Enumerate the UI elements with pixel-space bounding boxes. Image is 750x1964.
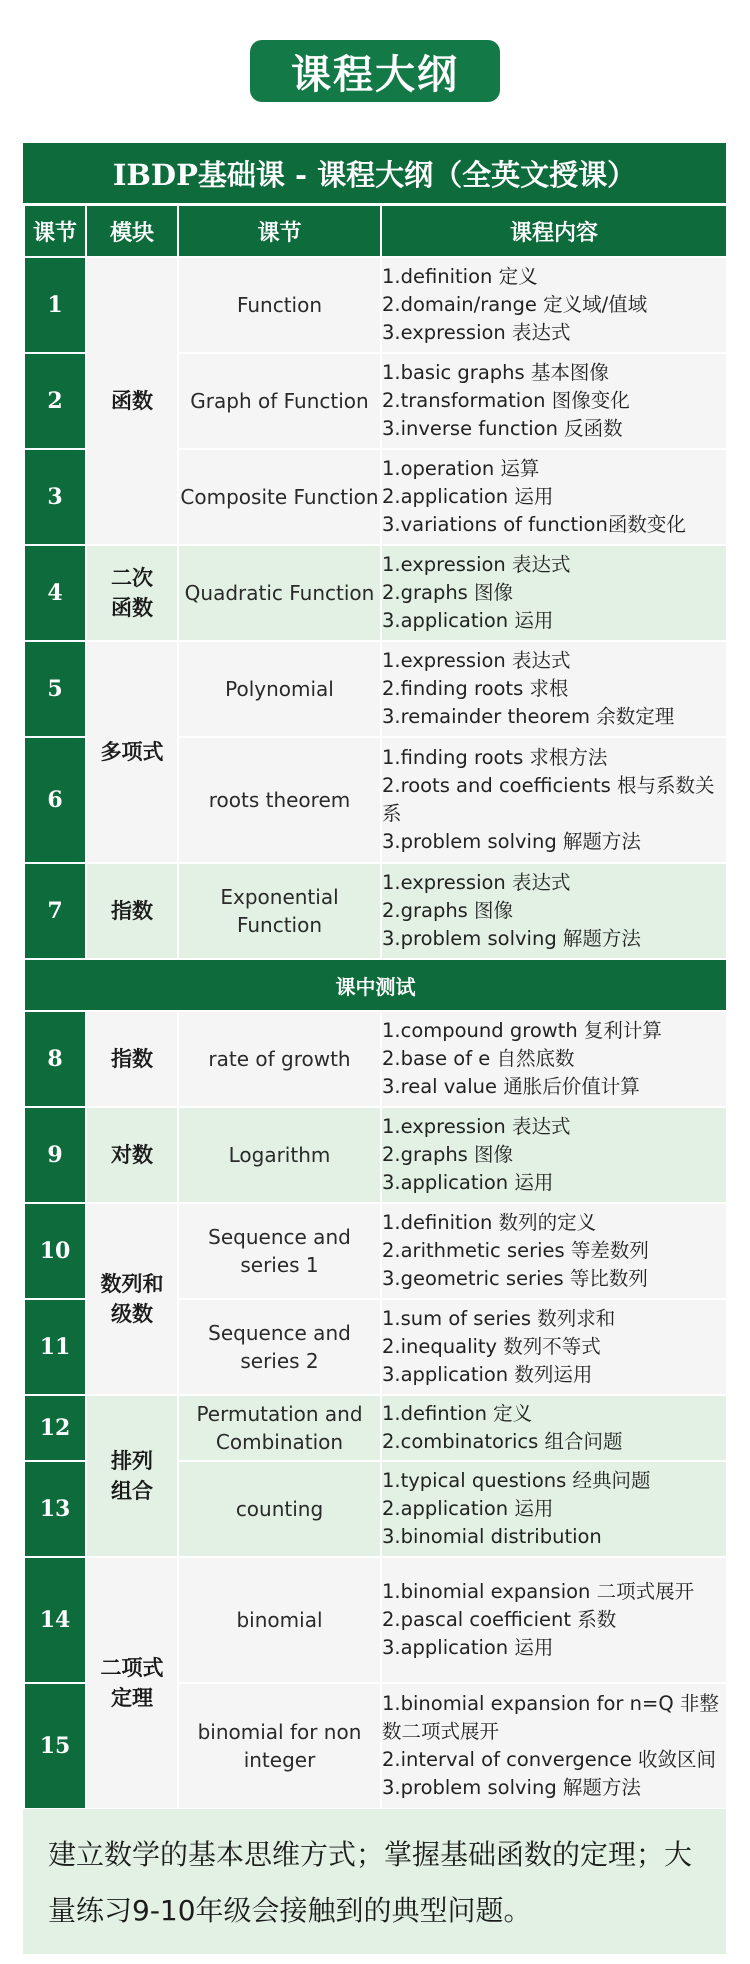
midterm-label: 课中测试 — [24, 959, 727, 1011]
lesson-content: 1.expression 表达式 2.finding roots 求根 3.remainder theorem 余数定理 — [381, 641, 727, 737]
lesson-name: Sequence and series 1 — [178, 1203, 381, 1299]
module-cell: 排列组合 — [86, 1395, 178, 1557]
syllabus-table — [23, 204, 728, 1810]
lesson-number: 6 — [24, 737, 86, 863]
lesson-number: 7 — [24, 863, 86, 959]
table-row — [24, 1011, 727, 1107]
lesson-content: 1.finding roots 求根方法 2.roots and coefficients 根与系数关系 3.problem solving 解题方法 — [381, 737, 727, 863]
module-cell: 函数 — [86, 257, 178, 545]
lesson-number: 10 — [24, 1203, 86, 1299]
lesson-content: 1.binomial expansion for n=Q 非整数二项式展开 2.interval of convergence 收敛区间 3.problem solving 解题方法 — [381, 1683, 727, 1809]
table-header-row — [24, 205, 727, 257]
lesson-number: 4 — [24, 545, 86, 641]
syllabus-banner: IBDP基础课 - 课程大纲（全英文授课） — [23, 143, 726, 203]
module-cell: 指数 — [86, 863, 178, 959]
lesson-content: 1.definition 定义 2.domain/range 定义域/值域 3.expression 表达式 — [381, 257, 727, 353]
lesson-name: roots theorem — [178, 737, 381, 863]
lesson-number: 5 — [24, 641, 86, 737]
lesson-content: 1.expression 表达式 2.graphs 图像 3.problem solving 解题方法 — [381, 863, 727, 959]
course-goal-summary: 建立数学的基本思维方式；掌握基础函数的定理；大量练习9-10年级会接触到的典型问题。 — [23, 1809, 726, 1954]
lesson-name: Graph of Function — [178, 353, 381, 449]
lesson-number: 9 — [24, 1107, 86, 1203]
lesson-content: 1.sum of series 数列求和 2.inequality 数列不等式 3.application 数列运用 — [381, 1299, 727, 1395]
module-cell: 指数 — [86, 1011, 178, 1107]
module-cell: 数列和级数 — [86, 1203, 178, 1395]
lesson-content: 1.typical questions 经典问题 2.application 运用 3.binomial distribution — [381, 1461, 727, 1557]
lesson-name: binomial for non integer — [178, 1683, 381, 1809]
table-row — [24, 1395, 727, 1461]
lesson-name: Polynomial — [178, 641, 381, 737]
lesson-number: 14 — [24, 1557, 86, 1683]
lesson-number: 15 — [24, 1683, 86, 1809]
lesson-number: 3 — [24, 449, 86, 545]
table-row — [24, 1107, 727, 1203]
midterm-row — [24, 959, 727, 1011]
lesson-name: binomial — [178, 1557, 381, 1683]
lesson-number: 12 — [24, 1395, 86, 1461]
table-row — [24, 1557, 727, 1683]
header-content: 课程内容 — [381, 205, 727, 257]
lesson-content: 1.basic graphs 基本图像 2.transformation 图像变化 3.inverse function 反函数 — [381, 353, 727, 449]
module-cell: 二次函数 — [86, 545, 178, 641]
header-num: 课节 — [24, 205, 86, 257]
page-title: 课程大纲 — [250, 40, 500, 102]
table-row — [24, 641, 727, 737]
lesson-name: counting — [178, 1461, 381, 1557]
lesson-number: 13 — [24, 1461, 86, 1557]
lesson-name: Function — [178, 257, 381, 353]
table-row — [24, 257, 727, 353]
lesson-name: Permutation and Combination — [178, 1395, 381, 1461]
lesson-content: 1.operation 运算 2.application 运用 3.variations of function函数变化 — [381, 449, 727, 545]
table-row — [24, 1203, 727, 1299]
lesson-name: Quadratic Function — [178, 545, 381, 641]
lesson-name: Exponential Function — [178, 863, 381, 959]
table-row — [24, 545, 727, 641]
lesson-number: 11 — [24, 1299, 86, 1395]
lesson-number: 2 — [24, 353, 86, 449]
lesson-name: Logarithm — [178, 1107, 381, 1203]
header-module: 模块 — [86, 205, 178, 257]
lesson-name: rate of growth — [178, 1011, 381, 1107]
lesson-content: 1.compound growth 复利计算 2.base of e 自然底数 3.real value 通胀后价值计算 — [381, 1011, 727, 1107]
lesson-content: 1.defintion 定义 2.combinatorics 组合问题 — [381, 1395, 727, 1461]
lesson-name: Sequence and series 2 — [178, 1299, 381, 1395]
lesson-content: 1.binomial expansion 二项式展开 2.pascal coefficient 系数 3.application 运用 — [381, 1557, 727, 1683]
lesson-content: 1.definition 数列的定义 2.arithmetic series 等差数列 3.geometric series 等比数列 — [381, 1203, 727, 1299]
lesson-content: 1.expression 表达式 2.graphs 图像 3.application 运用 — [381, 1107, 727, 1203]
lesson-name: Composite Function — [178, 449, 381, 545]
module-cell: 二项式定理 — [86, 1557, 178, 1809]
lesson-number: 1 — [24, 257, 86, 353]
header-lesson: 课节 — [178, 205, 381, 257]
lesson-number: 8 — [24, 1011, 86, 1107]
table-row — [24, 863, 727, 959]
module-cell: 对数 — [86, 1107, 178, 1203]
lesson-content: 1.expression 表达式 2.graphs 图像 3.application 运用 — [381, 545, 727, 641]
module-cell: 多项式 — [86, 641, 178, 863]
